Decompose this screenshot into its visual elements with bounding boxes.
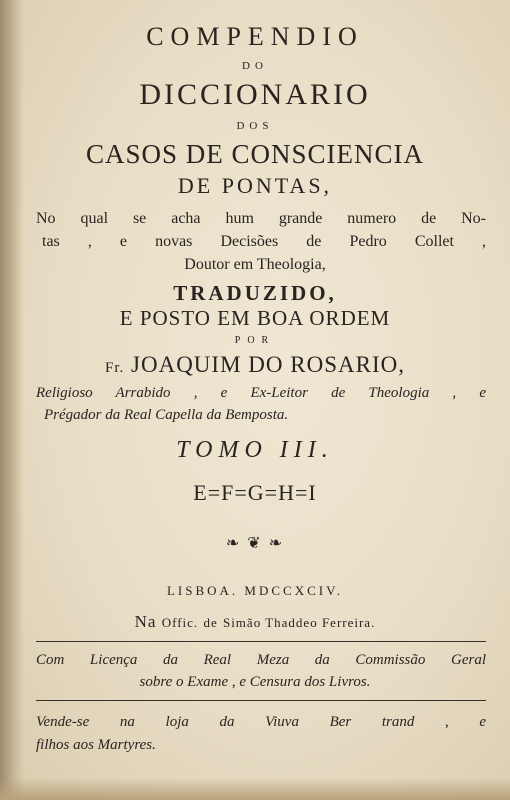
by-connector: POR [234, 335, 276, 346]
printer-prefix: Na [134, 612, 157, 631]
title-line-compendio: COMPENDIO [146, 22, 364, 51]
license-line-1: Com Licença da Real Meza da Commissão Geral [36, 652, 486, 668]
author-line [0, 352, 510, 378]
printer-name: Simão Thaddeo Ferreira. [222, 615, 376, 630]
volume-number: TOMO III. [176, 437, 334, 463]
divider-rule-top [36, 641, 486, 642]
printer-de: de [203, 615, 218, 630]
license-line-2: sobre o Exame , e Censura dos Livros. [139, 674, 371, 690]
printer-ornament-icon: ❧ ❦ ❧ [225, 535, 285, 552]
title-line-casos: CASOS DE CONSCIENCIA [85, 139, 425, 169]
title-line-diccionario: DICCIONARIO [139, 78, 371, 111]
imprint-city-date: LISBOA. MDCCXCIV. [166, 583, 344, 598]
description-line-1: No qual se acha hum grande numero de No- [36, 210, 486, 227]
translated-heading: TRADUZIDO, [173, 281, 337, 305]
description-line-2: tas , e novas Decisões de Pedro Collet , [42, 233, 486, 250]
author-prefix: Fr. [105, 360, 125, 376]
author-titles-line-1: Religioso Arrabido , e Ex-Leitor de Theologia , e [36, 385, 486, 401]
ordered-heading: E POSTO EM BOA ORDEM [119, 306, 391, 330]
sale-line-1: Vende-se na loja da Viuva Ber trand , e [36, 714, 486, 730]
sale-line-2: filhos aos Martyres. [36, 737, 156, 753]
printer-office: Offic. [161, 615, 199, 630]
connector-do: DO [242, 60, 268, 72]
title-line-pontas: DE PONTAS, [177, 173, 333, 198]
connector-dos: DOS [236, 120, 274, 132]
description-line-3: Doutor em Theologia, [184, 256, 326, 273]
imprint-printer [0, 612, 510, 632]
page-bottom-edge [0, 778, 510, 800]
author-titles-line-2: Prégador da Real Capella da Bemposta. [44, 407, 289, 423]
divider-rule-bottom [36, 700, 486, 701]
volume-letters: E=F=G=H=I [193, 480, 317, 505]
author-name: JOAQUIM DO ROSARIO, [131, 352, 405, 377]
